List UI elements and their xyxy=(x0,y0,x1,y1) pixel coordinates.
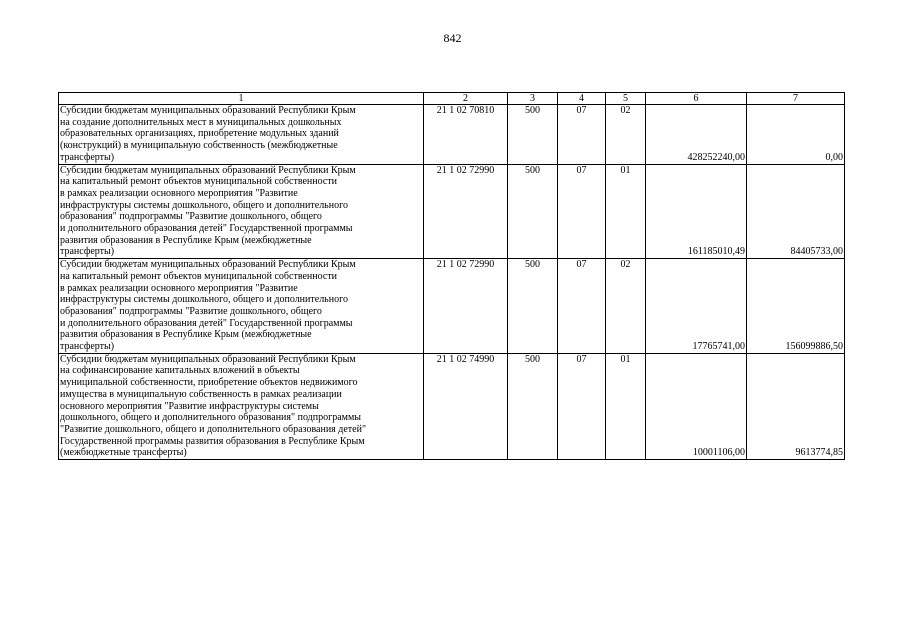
page-number: 842 xyxy=(443,31,462,45)
row-col3: 500 xyxy=(508,259,558,354)
row-code: 21 1 02 72990 xyxy=(424,259,508,354)
row-code: 21 1 02 74990 xyxy=(424,353,508,459)
column-header: 1 xyxy=(59,93,424,105)
table-row xyxy=(59,259,845,354)
row-description: Субсидии бюджетам муниципальных образований Республики Крым на капитальный ремонт объектов муниципальной собственности в рамках реализации основного мероприятия "Развитие инфраструктуры системы дошкольного, общего и дополнительного образования" подпрограммы "Развитие дошкольного, общего и дополнительного образования детей" Государственной программы развития образования в Республике Крым (межбюджетные трансферты) xyxy=(59,164,424,259)
row-col5: 01 xyxy=(606,353,646,459)
row-col5: 01 xyxy=(606,164,646,259)
row-amount-6: 161185010,49 xyxy=(646,164,747,259)
table-row xyxy=(59,105,845,165)
row-amount-6: 428252240,00 xyxy=(646,105,747,165)
column-header: 6 xyxy=(646,93,747,105)
row-code: 21 1 02 70810 xyxy=(424,105,508,165)
row-amount-7: 156099886,50 xyxy=(747,259,845,354)
row-description: Субсидии бюджетам муниципальных образований Республики Крым на создание дополнительных мест в муниципальных дошкольных образовательных организациях, приобретение модульных зданий (конструкций) в муниципальную собственность (межбюджетные трансферты) xyxy=(59,105,424,165)
row-amount-7: 0,00 xyxy=(747,105,845,165)
row-col3: 500 xyxy=(508,353,558,459)
row-col4: 07 xyxy=(558,164,606,259)
row-description: Субсидии бюджетам муниципальных образований Республики Крым на капитальный ремонт объектов муниципальной собственности в рамках реализации основного мероприятия "Развитие инфраструктуры системы дошкольного, общего и дополнительного образования" подпрограммы "Развитие дошкольного, общего и дополнительного образования детей" Государственной программы развития образования в Республике Крым (межбюджетные трансферты) xyxy=(59,259,424,354)
table-row xyxy=(59,353,845,459)
row-amount-7: 84405733,00 xyxy=(747,164,845,259)
row-col3: 500 xyxy=(508,164,558,259)
row-amount-6: 17765741,00 xyxy=(646,259,747,354)
row-col4: 07 xyxy=(558,353,606,459)
column-header: 4 xyxy=(558,93,606,105)
row-col4: 07 xyxy=(558,259,606,354)
header-row xyxy=(59,93,845,105)
table-row xyxy=(59,164,845,259)
row-description: Субсидии бюджетам муниципальных образований Республики Крым на софинансирование капитальных вложений в объекты муниципальной собственности, приобретение объектов недвижимого имущества в муниципальную собственность в рамках реализации основного мероприятия "Развитие инфраструктуры системы дошкольного, общего и дополнительного образования" подпрограммы "Развитие дошкольного, общего и дополнительного образования детей" Государственной программы развития образования в Республике Крым (межбюджетные трансферты) xyxy=(59,353,424,459)
column-header: 5 xyxy=(606,93,646,105)
row-col5: 02 xyxy=(606,259,646,354)
row-code: 21 1 02 72990 xyxy=(424,164,508,259)
row-col3: 500 xyxy=(508,105,558,165)
column-header: 3 xyxy=(508,93,558,105)
column-header: 2 xyxy=(424,93,508,105)
row-amount-7: 9613774,85 xyxy=(747,353,845,459)
row-col4: 07 xyxy=(558,105,606,165)
column-header: 7 xyxy=(747,93,845,105)
row-col5: 02 xyxy=(606,105,646,165)
budget-table xyxy=(58,92,845,460)
row-amount-6: 10001106,00 xyxy=(646,353,747,459)
